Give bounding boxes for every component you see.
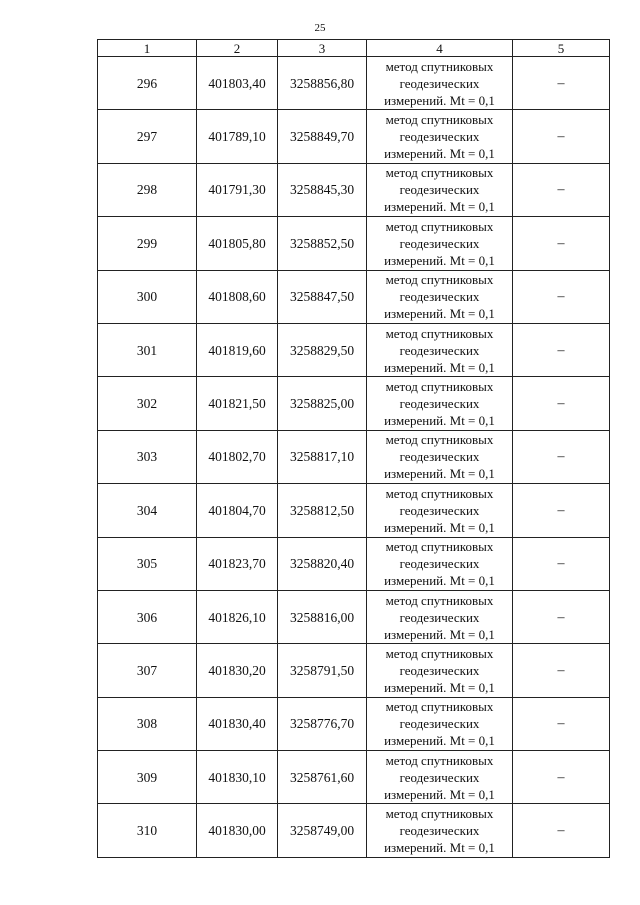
method-cell [367, 751, 513, 804]
y-coordinate-cell: 3258856,80 [278, 57, 367, 110]
y-coordinate-cell: 3258852,50 [278, 217, 367, 270]
y-coordinate-cell: 3258761,60 [278, 751, 367, 804]
x-coordinate-cell: 401803,40 [197, 57, 278, 110]
y-coordinate-cell: 3258776,70 [278, 697, 367, 750]
column-header-3: 3 [278, 40, 367, 57]
column-header-4: 4 [367, 40, 513, 57]
method-cell [367, 644, 513, 697]
method-line: измерений. Mt = 0,1 [384, 519, 495, 535]
method-line: измерений. Mt = 0,1 [384, 413, 495, 429]
x-coordinate-cell: 401802,70 [197, 430, 278, 483]
method-line: геодезических [399, 449, 480, 465]
method-line: измерений. Mt = 0,1 [384, 840, 495, 856]
note-cell: – [513, 217, 610, 270]
note-cell: – [513, 590, 610, 643]
note-cell: – [513, 323, 610, 376]
method-line: метод спутниковых [385, 379, 494, 395]
method-cell [367, 163, 513, 216]
x-coordinate-cell: 401791,30 [197, 163, 278, 216]
method-line: геодезических [399, 289, 480, 305]
x-coordinate-cell: 401830,10 [197, 751, 278, 804]
method-line: измерений. Mt = 0,1 [384, 679, 495, 695]
method-line: измерений. Mt = 0,1 [384, 626, 495, 642]
y-coordinate-cell: 3258812,50 [278, 484, 367, 537]
method-cell [367, 57, 513, 110]
note-cell: – [513, 644, 610, 697]
x-coordinate-cell: 401823,70 [197, 537, 278, 590]
x-coordinate-cell: 401819,60 [197, 323, 278, 376]
x-coordinate-cell: 401821,50 [197, 377, 278, 430]
method-line: измерений. Mt = 0,1 [384, 252, 495, 268]
point-number-cell: 308 [98, 697, 197, 750]
note-cell: – [513, 751, 610, 804]
note-cell: – [513, 430, 610, 483]
y-coordinate-cell: 3258847,50 [278, 270, 367, 323]
note-cell: – [513, 270, 610, 323]
method-line: измерений. Mt = 0,1 [384, 359, 495, 375]
method-line: измерений. Mt = 0,1 [384, 92, 495, 108]
point-number-cell: 310 [98, 804, 197, 857]
x-coordinate-cell: 401830,00 [197, 804, 278, 857]
table-row [98, 804, 610, 857]
x-coordinate-cell: 401789,10 [197, 110, 278, 163]
x-coordinate-cell: 401808,60 [197, 270, 278, 323]
method-cell [367, 110, 513, 163]
method-line: геодезических [399, 662, 480, 678]
method-line: метод спутниковых [385, 699, 494, 715]
table-row [98, 590, 610, 643]
method-line: измерений. Mt = 0,1 [384, 146, 495, 162]
method-line: метод спутниковых [385, 752, 494, 768]
method-line: геодезических [399, 75, 480, 91]
method-cell [367, 377, 513, 430]
point-number-cell: 299 [98, 217, 197, 270]
method-line: метод спутниковых [385, 165, 494, 181]
point-number-cell: 297 [98, 110, 197, 163]
point-number-cell: 300 [98, 270, 197, 323]
table-row [98, 323, 610, 376]
method-cell [367, 537, 513, 590]
coordinates-table [97, 39, 610, 858]
method-line: измерений. Mt = 0,1 [384, 306, 495, 322]
method-cell [367, 590, 513, 643]
method-line: метод спутниковых [385, 539, 494, 555]
point-number-cell: 305 [98, 537, 197, 590]
x-coordinate-cell: 401804,70 [197, 484, 278, 537]
note-cell: – [513, 163, 610, 216]
method-line: метод спутниковых [385, 645, 494, 661]
note-cell: – [513, 110, 610, 163]
note-cell: – [513, 484, 610, 537]
method-line: измерений. Mt = 0,1 [384, 733, 495, 749]
table-row [98, 430, 610, 483]
method-cell [367, 217, 513, 270]
point-number-cell: 309 [98, 751, 197, 804]
method-line: измерений. Mt = 0,1 [384, 573, 495, 589]
method-line: геодезических [399, 769, 480, 785]
method-line: геодезических [399, 396, 480, 412]
method-line: геодезических [399, 502, 480, 518]
method-line: геодезических [399, 823, 480, 839]
method-cell [367, 270, 513, 323]
method-line: геодезических [399, 609, 480, 625]
x-coordinate-cell: 401826,10 [197, 590, 278, 643]
y-coordinate-cell: 3258825,00 [278, 377, 367, 430]
table-row [98, 751, 610, 804]
note-cell: – [513, 697, 610, 750]
header-row [98, 40, 610, 57]
method-line: метод спутниковых [385, 806, 494, 822]
method-cell [367, 484, 513, 537]
note-cell: – [513, 377, 610, 430]
method-line: геодезических [399, 716, 480, 732]
method-line: геодезических [399, 182, 480, 198]
x-coordinate-cell: 401830,40 [197, 697, 278, 750]
method-line: метод спутниковых [385, 485, 494, 501]
y-coordinate-cell: 3258820,40 [278, 537, 367, 590]
method-cell [367, 697, 513, 750]
point-number-cell: 303 [98, 430, 197, 483]
note-cell: – [513, 57, 610, 110]
column-header-5: 5 [513, 40, 610, 57]
method-line: метод спутниковых [385, 218, 494, 234]
method-line: метод спутниковых [385, 432, 494, 448]
method-line: метод спутниковых [385, 325, 494, 341]
column-header-1: 1 [98, 40, 197, 57]
point-number-cell: 302 [98, 377, 197, 430]
point-number-cell: 307 [98, 644, 197, 697]
note-cell: – [513, 804, 610, 857]
method-cell [367, 804, 513, 857]
table-row [98, 644, 610, 697]
method-line: метод спутниковых [385, 112, 494, 128]
y-coordinate-cell: 3258791,50 [278, 644, 367, 697]
table-row [98, 110, 610, 163]
method-line: метод спутниковых [385, 272, 494, 288]
x-coordinate-cell: 401805,80 [197, 217, 278, 270]
y-coordinate-cell: 3258816,00 [278, 590, 367, 643]
method-cell [367, 323, 513, 376]
table-row [98, 697, 610, 750]
table-row [98, 537, 610, 590]
method-line: метод спутниковых [385, 592, 494, 608]
method-line: геодезических [399, 556, 480, 572]
method-line: геодезических [399, 342, 480, 358]
table-row [98, 217, 610, 270]
column-header-2: 2 [197, 40, 278, 57]
x-coordinate-cell: 401830,20 [197, 644, 278, 697]
table-body [98, 57, 610, 858]
y-coordinate-cell: 3258849,70 [278, 110, 367, 163]
point-number-cell: 298 [98, 163, 197, 216]
method-line: измерений. Mt = 0,1 [384, 199, 495, 215]
table-row [98, 270, 610, 323]
method-line: геодезических [399, 235, 480, 251]
page-number: 25 [314, 22, 326, 34]
table-row [98, 163, 610, 216]
point-number-cell: 304 [98, 484, 197, 537]
y-coordinate-cell: 3258845,30 [278, 163, 367, 216]
method-line: метод спутниковых [385, 58, 494, 74]
y-coordinate-cell: 3258749,00 [278, 804, 367, 857]
table-row [98, 57, 610, 110]
y-coordinate-cell: 3258829,50 [278, 323, 367, 376]
table-header [98, 40, 610, 57]
point-number-cell: 296 [98, 57, 197, 110]
table-row [98, 377, 610, 430]
y-coordinate-cell: 3258817,10 [278, 430, 367, 483]
method-line: измерений. Mt = 0,1 [384, 466, 495, 482]
table-row [98, 484, 610, 537]
method-line: геодезических [399, 129, 480, 145]
point-number-cell: 306 [98, 590, 197, 643]
point-number-cell: 301 [98, 323, 197, 376]
method-cell [367, 430, 513, 483]
note-cell: – [513, 537, 610, 590]
method-line: измерений. Mt = 0,1 [384, 786, 495, 802]
